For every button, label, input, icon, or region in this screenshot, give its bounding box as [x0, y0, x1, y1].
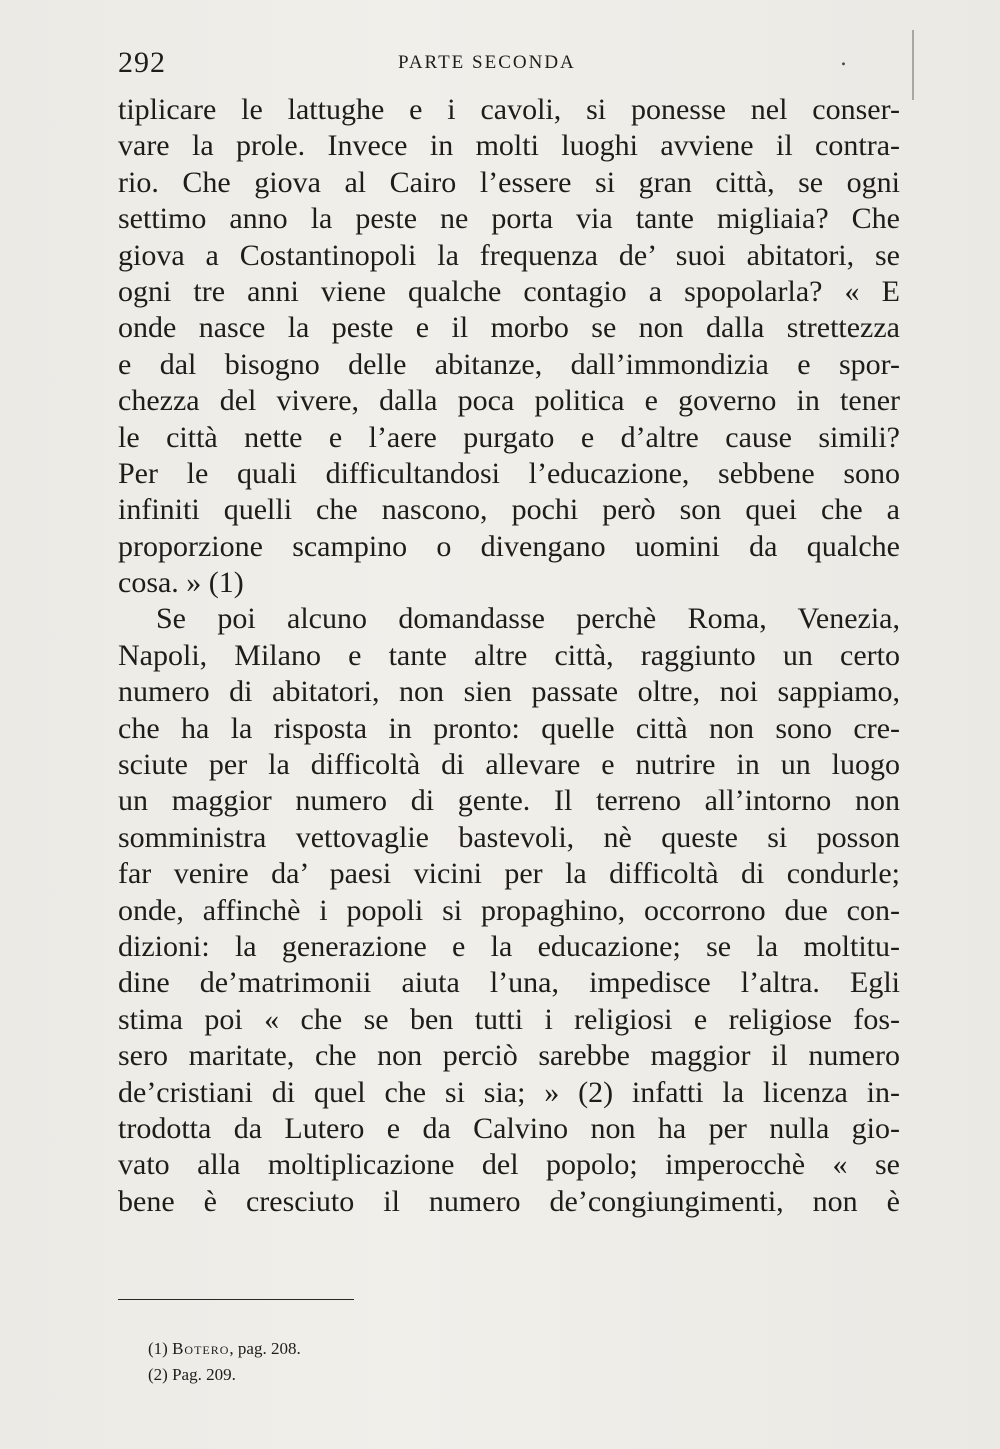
text-line: sciute per la difficoltà di allevare e nutrire in un luogo: [118, 748, 900, 782]
text-line: Napoli, Milano e tante altre città, raggiunto un certo: [118, 638, 900, 672]
text-line: settimo anno la peste ne porta via tante migliaia? Che: [118, 202, 900, 236]
text-line: trodotta da Lutero e da Calvino non ha per nulla gio-: [118, 1111, 900, 1145]
text-line: infiniti quelli che nascono, pochi però son quei che a: [118, 493, 900, 527]
text-line: rio. Che giova al Cairo l’essere si gran città, se ogni: [118, 165, 900, 199]
footnotes: [148, 1336, 648, 1388]
footnote-mark: (1): [148, 1339, 168, 1358]
text-line: numero di abitatori, non sien passate oltre, noi sappiamo,: [118, 675, 900, 709]
page-number: 292: [118, 46, 166, 79]
footnote-2: [148, 1362, 648, 1388]
text-line: onde, affinchè i popoli si propaghino, occorrono due con-: [118, 893, 900, 927]
header-dot: .: [840, 46, 847, 71]
text-line: Per le quali difficultandosi l’educazione, sebbene sono: [118, 456, 900, 490]
text-line: de’cristiani di quel che si sia; » (2) infatti la licenza in-: [118, 1075, 900, 1109]
text-line: tiplicare le lattughe e i cavoli, si ponesse nel conser-: [118, 93, 900, 126]
text-line: giova a Costantinopoli la frequenza de’ suoi abitatori, se: [118, 238, 900, 272]
text-line: onde nasce la peste e il morbo se non dalla strettezza: [118, 311, 900, 345]
running-head: PARTE SECONDA: [398, 52, 576, 73]
text-line: chezza del vivere, dalla poca politica e governo in tener: [118, 384, 900, 418]
footnote-reference: , pag. 208.: [229, 1339, 301, 1358]
text-line: che ha la risposta in pronto: quelle città non sono cre-: [118, 711, 900, 745]
footnote-divider: [118, 1299, 354, 1300]
text-line-paragraph-end: cosa. » (1): [118, 566, 244, 600]
text-line: sero maritate, che non perciò sarebbe maggior il numero: [118, 1039, 900, 1073]
gutter-shadow-line: [912, 30, 914, 100]
text-line: proporzione scampino o divengano uomini da qualche: [118, 529, 900, 563]
text-line-paragraph-start: Se poi alcuno domandasse perchè Roma, Venezia,: [156, 602, 900, 636]
text-line: vato alla moltiplicazione del popolo; imperocchè « se: [118, 1148, 900, 1182]
text-line: somministra vettovaglie bastevoli, nè queste si posson: [118, 820, 900, 854]
footnote-author: Botero: [172, 1339, 230, 1358]
text-line: far venire da’ paesi vicini per la difficoltà di condurle;: [118, 857, 900, 891]
text-line: vare la prole. Invece in molti luoghi avviene il contra-: [118, 129, 900, 163]
body-text: [118, 92, 900, 1220]
text-line: dine de’matrimonii aiuta l’una, impedisce l’altra. Egli: [118, 966, 900, 1000]
text-line: dizioni: la generazione e la educazione; se la moltitu-: [118, 929, 900, 963]
text-line: stima poi « che se ben tutti i religiosi e religiose fos-: [118, 1002, 900, 1036]
text-line: e dal bisogno delle abitanze, dall’immondizia e spor-: [118, 347, 900, 381]
page-header: [118, 46, 898, 78]
text-line: un maggior numero di gente. Il terreno all’intorno non: [118, 784, 900, 818]
text-line: le città nette e l’aere purgato e d’altre cause simili?: [118, 420, 900, 454]
footnote-1: [148, 1336, 648, 1362]
footnote-mark: (2): [148, 1365, 168, 1384]
footnote-reference: Pag. 209.: [172, 1365, 236, 1384]
text-line: ogni tre anni viene qualche contagio a spopolarla? « E: [118, 274, 900, 308]
text-line: bene è cresciuto il numero de’congiungimenti, non è: [118, 1184, 900, 1218]
